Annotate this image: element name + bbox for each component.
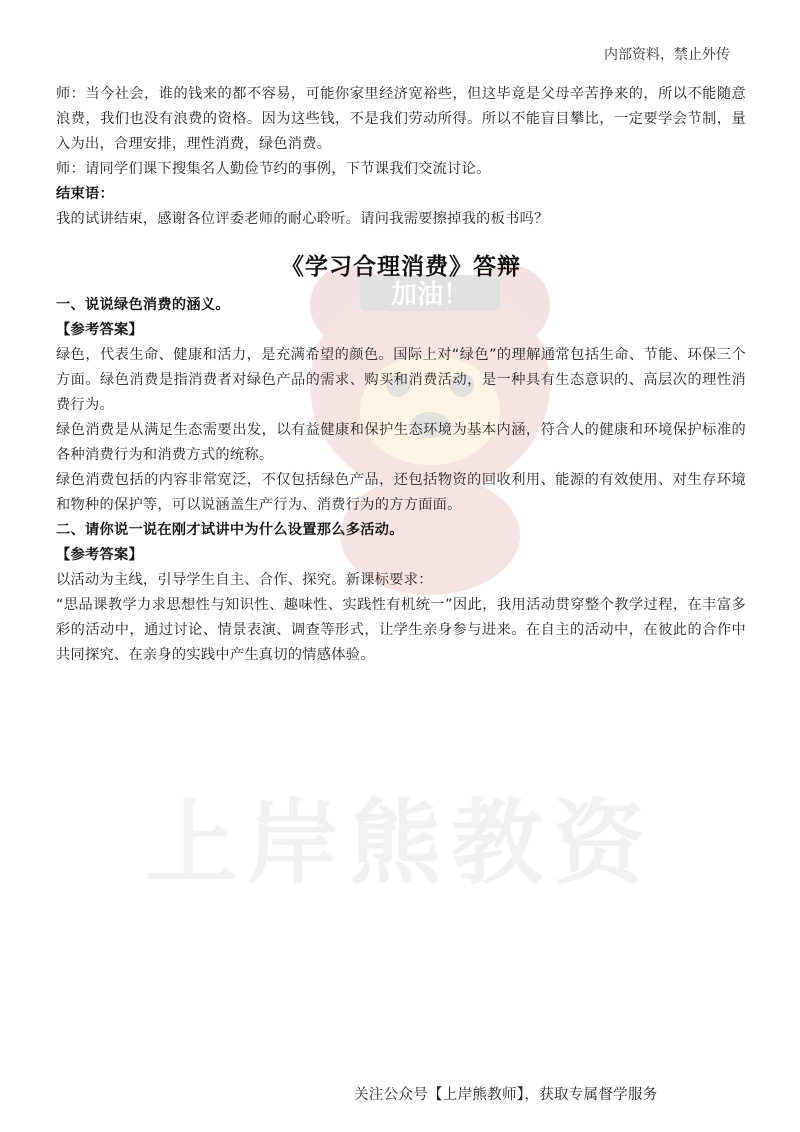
- question-1: 一、说说绿色消费的涵义。: [56, 297, 230, 313]
- paragraph-teacher-2: 师：请同学们课下搜集名人勤俭节约的事例，下节课我们交流讨论。: [56, 161, 491, 177]
- reference-answer-label-1: 【参考答案】: [56, 322, 143, 338]
- answer-2-paragraph-2: “思品课教学力求思想性与知识性、趣味性、实践性有机统一”因此，我用活动贯穿整个教学过程，在丰富多彩的活动中，通过讨论、情景表演、调查等形式，让学生亲身参与进来。在自主的活动中，在彼此的合作中共同探究、在亲身的实践中产生真切的情感体验。: [56, 597, 746, 663]
- section-title: 《学习合理消费》答辩: [281, 254, 521, 280]
- main-content: [56, 82, 746, 668]
- question-2: 二、请你说一说在刚才试讲中为什么设置那么多活动。: [56, 522, 404, 538]
- answer-1-paragraph-1: 绿色，代表生命、健康和活力，是充满希望的颜色。国际上对“绿色”的理解通常包括生命、节能、环保三个方面。绿色消费是指消费者对绿色产品的需求、购买和消费活动，是一种具有生态意识的、高层次的理性消费行为。: [56, 347, 746, 413]
- closing-text: 我的试讲结束，感谢各位评委老师的耐心聆听。请问我需要擦掉我的板书吗？: [56, 211, 549, 227]
- answer-1-paragraph-2: 绿色消费是从满足生态需要出发，以有益健康和保护生态环境为基本内涵，符合人的健康和环境保护标准的各种消费行为和消费方式的统称。: [56, 422, 746, 463]
- answer-1-paragraph-3: 绿色消费包括的内容非常宽泛，不仅包括绿色产品，还包括物资的回收利用、能源的有效使用、对生存环境和物种的保护等，可以说涵盖生产行为、消费行为的方方面面。: [56, 472, 746, 513]
- footer-promo: 关注公众号【上岸熊教师】，获取专属督学服务: [354, 1087, 658, 1103]
- header-note: 内部资料，禁止外传: [604, 47, 730, 63]
- paragraph-teacher-1: 师：当今社会，谁的钱来的都不容易，可能你家里经济宽裕些，但这毕竟是父母辛苦挣来的，所以不能随意浪费，我们也没有浪费的资格。因为这些钱，不是我们劳动所得。所以不能盲目攀比，一定要学会节制，量入为出，合理安排，理性消费，绿色消费。: [56, 86, 746, 152]
- watermark-text: 上岸熊教资: [144, 790, 655, 897]
- reference-answer-label-2: 【参考答案】: [56, 547, 143, 563]
- closing-heading: 结束语：: [56, 186, 114, 202]
- answer-2-paragraph-1: 以活动为主线，引导学生自主、合作、探究。新课标要求：: [56, 572, 433, 588]
- mascot-badge-text: 加油！: [390, 280, 470, 310]
